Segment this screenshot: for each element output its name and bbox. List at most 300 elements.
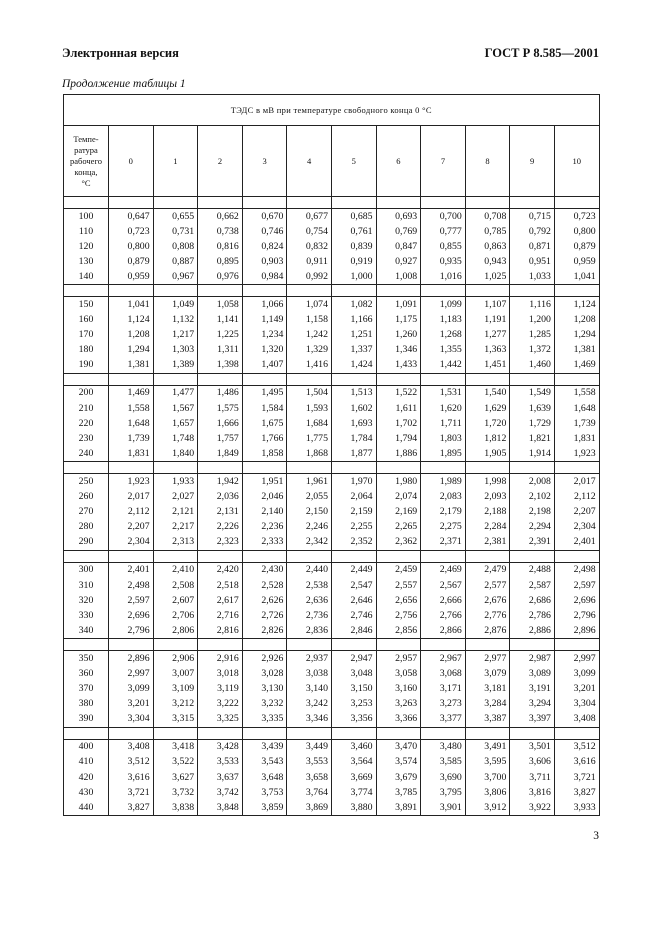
- emf-value-cell: 2,977: [465, 651, 510, 667]
- temperature-cell: 420: [64, 770, 109, 785]
- emf-value-cell: 1,107: [465, 297, 510, 313]
- emf-value-cell: 1,584: [242, 401, 287, 416]
- emf-value-cell: 2,736: [287, 608, 332, 623]
- emf-value-cell: 2,159: [331, 505, 376, 520]
- emf-value-cell: 1,217: [153, 328, 198, 343]
- table-row: [64, 446, 600, 462]
- separator-cell: [510, 462, 555, 474]
- separator-cell: [465, 285, 510, 297]
- emf-value-cell: 3,616: [554, 755, 599, 770]
- emf-value-cell: 3,891: [376, 800, 421, 816]
- emf-value-cell: 2,987: [510, 651, 555, 667]
- emf-value-cell: 3,315: [153, 712, 198, 728]
- emf-value-cell: 2,997: [109, 666, 154, 681]
- emf-value-cell: 2,796: [554, 608, 599, 623]
- separator-cell: [242, 727, 287, 739]
- emf-value-cell: 2,696: [554, 593, 599, 608]
- emf-value-cell: 3,880: [331, 800, 376, 816]
- emf-value-cell: 2,666: [421, 593, 466, 608]
- emf-value-cell: 2,131: [198, 505, 243, 520]
- emf-value-cell: 1,424: [331, 358, 376, 374]
- emf-value-cell: 1,175: [376, 313, 421, 328]
- separator-cell: [242, 550, 287, 562]
- emf-value-cell: 2,304: [554, 520, 599, 535]
- emf-value-cell: 1,294: [109, 343, 154, 358]
- emf-value-cell: 1,540: [465, 385, 510, 401]
- header-standard-code: ГОСТ Р 8.585—2001: [484, 46, 599, 60]
- table-caption: Продолжение таблицы 1: [62, 78, 186, 90]
- emf-value-cell: 3,901: [421, 800, 466, 816]
- emf-value-cell: 2,179: [421, 505, 466, 520]
- separator-cell: [287, 727, 332, 739]
- separator-cell: [287, 639, 332, 651]
- separator-cell: [287, 285, 332, 297]
- emf-value-cell: 0,879: [554, 239, 599, 254]
- table-row: [64, 401, 600, 416]
- separator-cell: [465, 462, 510, 474]
- emf-value-cell: 3,606: [510, 755, 555, 770]
- emf-value-cell: 2,498: [554, 562, 599, 578]
- emf-value-cell: 1,477: [153, 385, 198, 401]
- emf-value-cell: 1,469: [554, 358, 599, 374]
- table-row: [64, 209, 600, 225]
- emf-value-cell: 3,711: [510, 770, 555, 785]
- emf-value-cell: 3,356: [331, 712, 376, 728]
- separator-cell: [510, 197, 555, 209]
- emf-value-cell: 0,832: [287, 239, 332, 254]
- table-row: [64, 697, 600, 712]
- emf-value-cell: 1,311: [198, 343, 243, 358]
- emf-value-cell: 3,201: [554, 682, 599, 697]
- emf-value-cell: 0,951: [510, 254, 555, 269]
- emf-value-cell: 1,593: [287, 401, 332, 416]
- separator-cell: [376, 373, 421, 385]
- emf-value-cell: 3,721: [109, 785, 154, 800]
- emf-value-cell: 0,693: [376, 209, 421, 225]
- emf-value-cell: 3,109: [153, 682, 198, 697]
- emf-value-cell: 3,212: [153, 697, 198, 712]
- table-row: [64, 608, 600, 623]
- emf-value-cell: 1,575: [198, 401, 243, 416]
- emf-value-cell: 2,255: [331, 520, 376, 535]
- emf-value-cell: 1,531: [421, 385, 466, 401]
- emf-value-cell: 2,676: [465, 593, 510, 608]
- temperature-cell: 390: [64, 712, 109, 728]
- emf-value-cell: 3,742: [198, 785, 243, 800]
- separator-cell: [554, 462, 599, 474]
- emf-value-cell: 1,294: [554, 328, 599, 343]
- emf-value-cell: 3,232: [242, 697, 287, 712]
- separator-cell: [242, 462, 287, 474]
- emf-value-cell: 2,886: [510, 623, 555, 639]
- emf-value-cell: 3,543: [242, 755, 287, 770]
- temperature-cell: 150: [64, 297, 109, 313]
- emf-value-cell: 0,792: [510, 224, 555, 239]
- separator-cell: [109, 462, 154, 474]
- emf-value-cell: 2,046: [242, 490, 287, 505]
- emf-value-cell: 2,008: [510, 474, 555, 490]
- emf-value-cell: 1,504: [287, 385, 332, 401]
- emf-value-cell: 0,708: [465, 209, 510, 225]
- separator-cell: [198, 462, 243, 474]
- emf-value-cell: 2,597: [554, 578, 599, 593]
- emf-value-cell: 1,381: [554, 343, 599, 358]
- separator-cell: [109, 373, 154, 385]
- emf-value-cell: 0,919: [331, 254, 376, 269]
- emf-value-cell: 1,346: [376, 343, 421, 358]
- group-separator-row: [64, 373, 600, 385]
- emf-value-cell: 1,675: [242, 416, 287, 431]
- group-separator-row: [64, 285, 600, 297]
- separator-cell: [421, 550, 466, 562]
- temperature-cell: 190: [64, 358, 109, 374]
- emf-value-cell: 2,806: [153, 623, 198, 639]
- emf-value-cell: 3,150: [331, 682, 376, 697]
- temperature-cell: 220: [64, 416, 109, 431]
- emf-value-cell: 1,998: [465, 474, 510, 490]
- emf-value-cell: 0,935: [421, 254, 466, 269]
- separator-cell: [153, 285, 198, 297]
- header-edition-label: Электронная версия: [62, 46, 179, 60]
- emf-value-cell: 3,099: [109, 682, 154, 697]
- separator-cell: [554, 197, 599, 209]
- emf-value-cell: 2,401: [554, 535, 599, 551]
- emf-value-cell: 0,976: [198, 269, 243, 285]
- emf-value-cell: 1,355: [421, 343, 466, 358]
- separator-cell: [331, 462, 376, 474]
- emf-value-cell: 3,553: [287, 755, 332, 770]
- emf-value-cell: 1,495: [242, 385, 287, 401]
- separator-cell: [554, 373, 599, 385]
- emf-value-cell: 1,099: [421, 297, 466, 313]
- emf-value-cell: 1,389: [153, 358, 198, 374]
- emf-value-cell: 2,017: [109, 490, 154, 505]
- table-row: [64, 755, 600, 770]
- separator-cell: [109, 197, 154, 209]
- emf-value-cell: 3,140: [287, 682, 332, 697]
- emf-value-cell: 2,294: [510, 520, 555, 535]
- separator-cell: [64, 285, 109, 297]
- emf-value-cell: 1,629: [465, 401, 510, 416]
- emf-value-cell: 3,018: [198, 666, 243, 681]
- emf-value-cell: 1,895: [421, 446, 466, 462]
- emf-value-cell: 3,449: [287, 739, 332, 755]
- emf-value-cell: 1,433: [376, 358, 421, 374]
- emf-value-cell: 2,371: [421, 535, 466, 551]
- emf-value-cell: 3,130: [242, 682, 287, 697]
- separator-cell: [287, 373, 332, 385]
- emf-value-cell: 2,323: [198, 535, 243, 551]
- emf-value-cell: 0,879: [109, 254, 154, 269]
- emf-value-cell: 3,501: [510, 739, 555, 755]
- emf-value-cell: 2,140: [242, 505, 287, 520]
- separator-cell: [198, 373, 243, 385]
- emf-value-cell: 3,669: [331, 770, 376, 785]
- emf-value-cell: 3,119: [198, 682, 243, 697]
- emf-value-cell: 2,646: [331, 593, 376, 608]
- emf-value-cell: 3,439: [242, 739, 287, 755]
- emf-value-cell: 3,007: [153, 666, 198, 681]
- emf-value-cell: 3,838: [153, 800, 198, 816]
- separator-cell: [287, 197, 332, 209]
- emf-value-cell: 3,774: [331, 785, 376, 800]
- emf-value-cell: 1,942: [198, 474, 243, 490]
- emf-value-cell: 0,943: [465, 254, 510, 269]
- separator-cell: [465, 550, 510, 562]
- emf-value-cell: 2,401: [109, 562, 154, 578]
- emf-value-cell: 2,836: [287, 623, 332, 639]
- table-row: [64, 712, 600, 728]
- temperature-cell: 130: [64, 254, 109, 269]
- temperature-cell: 340: [64, 623, 109, 639]
- emf-value-cell: 3,377: [421, 712, 466, 728]
- emf-value-cell: 1,025: [465, 269, 510, 285]
- table-row: [64, 739, 600, 755]
- separator-cell: [153, 727, 198, 739]
- emf-value-cell: 2,198: [510, 505, 555, 520]
- emf-value-cell: 2,656: [376, 593, 421, 608]
- emf-value-cell: 1,166: [331, 313, 376, 328]
- emf-value-cell: 1,748: [153, 431, 198, 446]
- emf-value-cell: 1,558: [554, 385, 599, 401]
- temperature-cell: 360: [64, 666, 109, 681]
- emf-value-cell: 0,984: [242, 269, 287, 285]
- temperature-cell: 100: [64, 209, 109, 225]
- emf-value-cell: 0,715: [510, 209, 555, 225]
- emf-value-cell: 3,512: [554, 739, 599, 755]
- emf-value-cell: 2,217: [153, 520, 198, 535]
- emf-value-cell: 2,776: [465, 608, 510, 623]
- separator-cell: [198, 639, 243, 651]
- table-row: [64, 666, 600, 681]
- emf-value-cell: 2,997: [554, 651, 599, 667]
- emf-value-cell: 2,430: [242, 562, 287, 578]
- emf-value-cell: 2,816: [198, 623, 243, 639]
- emf-value-cell: 3,058: [376, 666, 421, 681]
- emf-value-cell: 1,639: [510, 401, 555, 416]
- separator-cell: [64, 197, 109, 209]
- emf-value-cell: 3,816: [510, 785, 555, 800]
- emf-value-cell: 3,869: [287, 800, 332, 816]
- emf-value-cell: 2,017: [554, 474, 599, 490]
- table-row: [64, 785, 600, 800]
- emf-value-cell: 2,726: [242, 608, 287, 623]
- emf-value-cell: 1,132: [153, 313, 198, 328]
- emf-value-cell: 1,016: [421, 269, 466, 285]
- emf-value-cell: 3,222: [198, 697, 243, 712]
- emf-value-cell: 2,055: [287, 490, 332, 505]
- emf-value-cell: 1,208: [109, 328, 154, 343]
- emf-value-cell: 1,058: [198, 297, 243, 313]
- emf-value-cell: 1,951: [242, 474, 287, 490]
- emf-value-cell: 2,169: [376, 505, 421, 520]
- temperature-cell: 290: [64, 535, 109, 551]
- emf-value-cell: 0,847: [376, 239, 421, 254]
- table-row: [64, 505, 600, 520]
- emf-value-cell: 2,538: [287, 578, 332, 593]
- table-row: [64, 770, 600, 785]
- emf-value-cell: 1,757: [198, 431, 243, 446]
- emf-value-cell: 0,662: [198, 209, 243, 225]
- emf-value-cell: 2,866: [421, 623, 466, 639]
- emf-value-cell: 1,460: [510, 358, 555, 374]
- emf-value-cell: 2,265: [376, 520, 421, 535]
- emf-value-cell: 3,079: [465, 666, 510, 681]
- emf-value-cell: 1,739: [109, 431, 154, 446]
- emf-value-cell: 2,636: [287, 593, 332, 608]
- emf-value-cell: 3,346: [287, 712, 332, 728]
- emf-value-cell: 1,961: [287, 474, 332, 490]
- emf-value-cell: 2,967: [421, 651, 466, 667]
- emf-value-cell: 1,522: [376, 385, 421, 401]
- emf-value-cell: 2,876: [465, 623, 510, 639]
- separator-cell: [465, 639, 510, 651]
- column-header: 10: [554, 126, 599, 197]
- temperature-cell: 250: [64, 474, 109, 490]
- emf-value-cell: 0,816: [198, 239, 243, 254]
- emf-value-cell: 2,449: [331, 562, 376, 578]
- separator-cell: [242, 285, 287, 297]
- emf-value-cell: 2,275: [421, 520, 466, 535]
- emf-value-cell: 3,418: [153, 739, 198, 755]
- emf-value-cell: 2,102: [510, 490, 555, 505]
- emf-value-cell: 1,784: [331, 431, 376, 446]
- emf-value-cell: 1,191: [465, 313, 510, 328]
- group-separator-row: [64, 727, 600, 739]
- separator-cell: [510, 727, 555, 739]
- table-row: [64, 800, 600, 816]
- temperature-cell: 230: [64, 431, 109, 446]
- emf-value-cell: 2,706: [153, 608, 198, 623]
- emf-value-cell: 2,488: [510, 562, 555, 578]
- emf-value-cell: 2,567: [421, 578, 466, 593]
- emf-value-cell: 2,236: [242, 520, 287, 535]
- emf-value-cell: 2,207: [109, 520, 154, 535]
- separator-cell: [153, 197, 198, 209]
- emf-value-cell: 0,670: [242, 209, 287, 225]
- emf-value-cell: 3,721: [554, 770, 599, 785]
- separator-cell: [242, 639, 287, 651]
- emf-value-cell: 2,333: [242, 535, 287, 551]
- emf-value-cell: 2,479: [465, 562, 510, 578]
- emf-value-cell: 2,957: [376, 651, 421, 667]
- emf-value-cell: 1,141: [198, 313, 243, 328]
- emf-value-cell: 2,686: [510, 593, 555, 608]
- emf-value-cell: 2,528: [242, 578, 287, 593]
- emf-value-cell: 1,066: [242, 297, 287, 313]
- table-row: [64, 343, 600, 358]
- emf-value-cell: 1,320: [242, 343, 287, 358]
- emf-value-cell: 3,491: [465, 739, 510, 755]
- emf-value-cell: 0,895: [198, 254, 243, 269]
- emf-value-cell: 3,181: [465, 682, 510, 697]
- emf-value-cell: 1,611: [376, 401, 421, 416]
- emf-value-cell: 0,647: [109, 209, 154, 225]
- emf-value-cell: 3,637: [198, 770, 243, 785]
- separator-cell: [465, 373, 510, 385]
- emf-value-cell: 3,068: [421, 666, 466, 681]
- emf-value-cell: 3,679: [376, 770, 421, 785]
- emf-value-cell: 2,508: [153, 578, 198, 593]
- separator-cell: [554, 727, 599, 739]
- emf-value-cell: 0,839: [331, 239, 376, 254]
- emf-value-cell: 1,041: [109, 297, 154, 313]
- emf-value-cell: 2,074: [376, 490, 421, 505]
- emf-value-cell: 1,693: [331, 416, 376, 431]
- separator-cell: [331, 373, 376, 385]
- emf-value-cell: 2,226: [198, 520, 243, 535]
- emf-value-cell: 3,859: [242, 800, 287, 816]
- emf-value-cell: 0,800: [109, 239, 154, 254]
- thermo-emf-table: [63, 94, 600, 816]
- emf-value-cell: 3,658: [287, 770, 332, 785]
- emf-value-cell: 1,923: [554, 446, 599, 462]
- emf-value-cell: 2,083: [421, 490, 466, 505]
- separator-cell: [331, 550, 376, 562]
- emf-value-cell: 3,366: [376, 712, 421, 728]
- separator-cell: [109, 285, 154, 297]
- emf-value-cell: 1,033: [510, 269, 555, 285]
- emf-value-cell: 1,469: [109, 385, 154, 401]
- emf-value-cell: 2,826: [242, 623, 287, 639]
- temperature-cell: 270: [64, 505, 109, 520]
- group-separator-row: [64, 639, 600, 651]
- temperature-cell: 180: [64, 343, 109, 358]
- emf-value-cell: 2,121: [153, 505, 198, 520]
- table-row: [64, 416, 600, 431]
- separator-cell: [554, 550, 599, 562]
- emf-value-cell: 1,858: [242, 446, 287, 462]
- column-header: 6: [376, 126, 421, 197]
- emf-value-cell: 3,325: [198, 712, 243, 728]
- table-row: [64, 297, 600, 313]
- emf-value-cell: 2,112: [554, 490, 599, 505]
- emf-value-cell: 3,933: [554, 800, 599, 816]
- emf-value-cell: 1,602: [331, 401, 376, 416]
- separator-cell: [510, 639, 555, 651]
- emf-value-cell: 2,896: [554, 623, 599, 639]
- emf-value-cell: 1,513: [331, 385, 376, 401]
- emf-value-cell: 2,766: [421, 608, 466, 623]
- emf-value-cell: 1,124: [554, 297, 599, 313]
- emf-value-cell: 1,711: [421, 416, 466, 431]
- emf-value-cell: 1,074: [287, 297, 332, 313]
- temperature-cell: 430: [64, 785, 109, 800]
- emf-value-cell: 1,849: [198, 446, 243, 462]
- emf-value-cell: 3,585: [421, 755, 466, 770]
- separator-cell: [64, 550, 109, 562]
- separator-cell: [421, 197, 466, 209]
- emf-value-cell: 3,294: [510, 697, 555, 712]
- separator-cell: [376, 285, 421, 297]
- emf-value-cell: 3,574: [376, 755, 421, 770]
- column-header: 8: [465, 126, 510, 197]
- group-separator-row: [64, 197, 600, 209]
- emf-value-cell: 2,756: [376, 608, 421, 623]
- emf-value-cell: 1,567: [153, 401, 198, 416]
- emf-value-cell: 2,547: [331, 578, 376, 593]
- emf-value-cell: 0,723: [109, 224, 154, 239]
- emf-value-cell: 3,191: [510, 682, 555, 697]
- emf-value-cell: 0,800: [554, 224, 599, 239]
- emf-value-cell: 1,831: [109, 446, 154, 462]
- separator-cell: [242, 197, 287, 209]
- emf-value-cell: 3,848: [198, 800, 243, 816]
- emf-value-cell: 0,754: [287, 224, 332, 239]
- emf-value-cell: 2,064: [331, 490, 376, 505]
- emf-value-cell: 1,268: [421, 328, 466, 343]
- emf-value-cell: 3,201: [109, 697, 154, 712]
